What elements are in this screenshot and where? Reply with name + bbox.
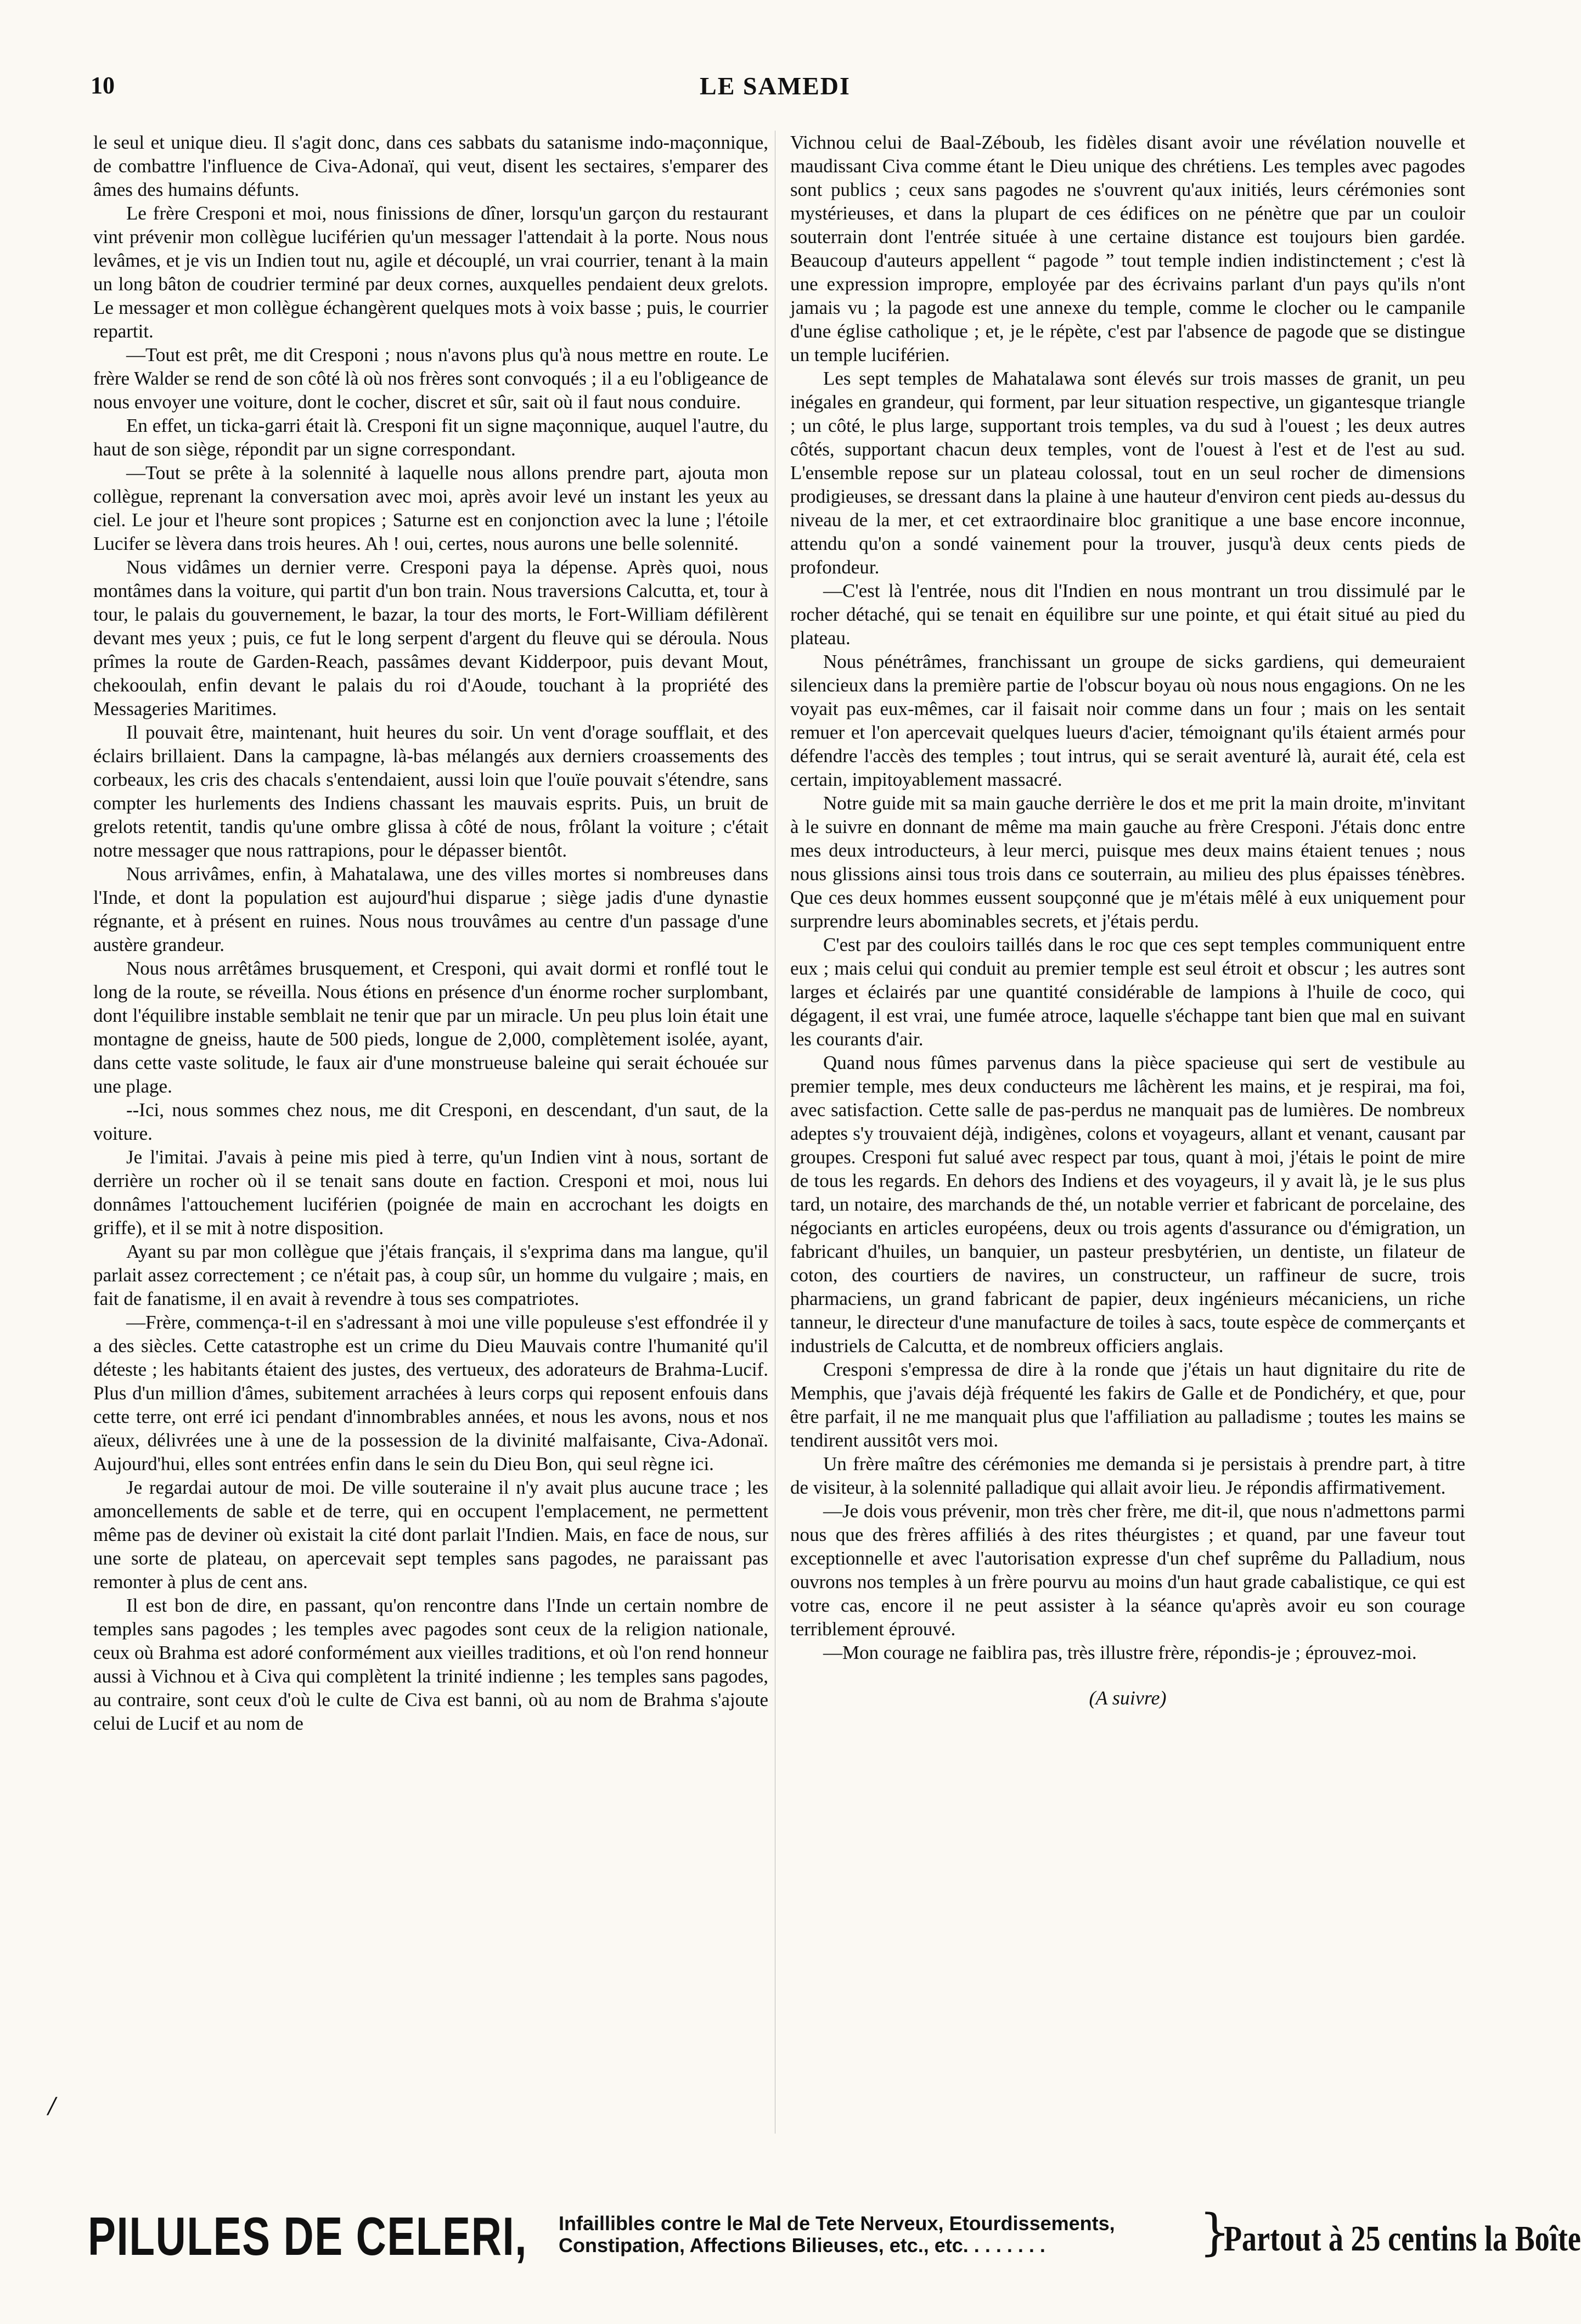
continuation-note: (A suivre) [1089, 1687, 1167, 1709]
brace-glyph: } [1199, 2204, 1231, 2261]
paragraph: —C'est là l'entrée, nous dit l'Indien en nous montrant un trou dissimulé par le rocher détaché, qui se tenait en équilibre sur une pointe, et qui était situé au pied du plateau. [790, 580, 1465, 649]
paragraph: Quand nous fûmes parvenus dans la pièce spacieuse qui sert de vestibule au premier temple, mes deux conducteurs me lâchèrent les mains, et je respirai, ma foi, avec satisfaction. Cette salle de pas-perdus ne manquait pas de lumières. De nombreux adeptes s'y trouvaient déjà, indigènes, colons et voyageurs, allant et venant, causant par groupes. Cresponi fut salué avec respect par tous, quant à moi, j'étais le point de mire de tous les regards. En dehors des Indiens et des voyageurs, il y avait là, je le sus plus tard, un notaire, des marchands de thé, un notable verrier et fabricant de porcelaine, des négociants en articles européens, deux ou trois agents d'assurance ou d'émigration, un fabricant d'huiles, un banquier, un pasteur presbytérien, un dentiste, un filateur de coton, des courtiers de navires, un constructeur, un raffineur de sucre, trois pharmaciens, un grand fabricant de papier, deux ingénieurs mécaniciens, un riche tanneur, le directeur d'une manufacture de toiles à sacs, toute espèce de commerçants et industriels de Calcutta, et de nombreux officiers anglais. [790, 1052, 1465, 1357]
page-header [91, 71, 1460, 110]
paragraph: C'est par des couloirs taillés dans le roc que ces sept temples communiquent entre eux ; mais celui qui conduit au premier temple est seul étroit et obscur ; les autres sont larges et éclairés par une quantité considérable de lampions à l'huile de coco, qui dégagent, il est vrai, une fumée atroce, laquelle s'échappe tant bien que mal en suivant les courants d'air. [790, 934, 1465, 1050]
paragraph: Vichnou celui de Baal-Zéboub, les fidèles disant avoir une révélation nouvelle et maudissant Civa comme étant le Dieu unique des chrétiens. Les temples avec pagodes sont publics ; ceux sans pagodes ne s'ouvrent qu'aux initiés, leurs cérémonies sont mystérieuses, et dans la plupart de ces édifices on ne pénètre que par un couloir souterrain dont l'entrée située à une certaine distance est toujours bien gardée. Beaucoup d'auteurs appellent “ pagode ” tout temple indien indistinctement ; c'est là une expression impropre, employée par des écrivains parlant d'un pays qu'ils n'ont jamais vu ; la pagode est une annexe du temple, comme le clocher ou le campanile d'une église catholique ; et, je le répète, c'est par l'absence de pagode que se distingue un temple luciférien. [790, 132, 1465, 365]
paragraph: --Ici, nous sommes chez nous, me dit Cresponi, en descendant, d'un saut, de la voiture. [93, 1099, 768, 1144]
paragraph: Nous vidâmes un dernier verre. Cresponi paya la dépense. Après quoi, nous montâmes dans la voiture, qui partit d'un bon train. Nous traversions Calcutta, et, tour à tour, le palais du gouvernement, le bazar, la tour des morts, le Fort-William défilèrent devant mes yeux ; puis, ce fut le long serpent d'argent du fleuve qui se déroula. Nous prîmes la route de Garden-Reach, passâmes devant Kidderpoor, puis devant Mout, chekooulah, enfin devant le palais du roi d'Aoude, touchant à la propriété des Messageries Maritimes. [93, 556, 768, 719]
ad-price: Partout à 25 centins la Boîte [1224, 2219, 1581, 2259]
right-column [790, 131, 1465, 2161]
paragraph: le seul et unique dieu. Il s'agit donc, dans ces sabbats du satanisme indo-maçonnique, de combattre l'influence de Civa-Adonaï, qui veut, disent les sectaires, s'emparer des âmes des humains défunts. [93, 132, 768, 200]
paragraph: Nous pénétrâmes, franchissant un groupe de sicks gardiens, qui demeuraient silencieux dans la première partie de l'obscur boyau où nous nous engagions. On ne les voyait pas eux-mêmes, car il faisait noir comme dans un four ; mais on les sentait remuer et l'on apercevait quelques lueurs d'acier, témoignant qu'ils étaient armés pour défendre l'accès des temples ; tout intrus, qui se serait aventuré là, aurait été, cela est certain, impitoyablement massacré. [790, 651, 1465, 790]
paragraph: Je l'imitai. J'avais à peine mis pied à terre, qu'un Indien vint à nous, sortant de derrière un rocher où il se tenait sans doute en faction. Cresponi et moi, nous lui donnâmes l'attouchement luciférien (poignée de main en accrochant les doigts en griffe), et il se mit à notre disposition. [93, 1146, 768, 1239]
paragraph: Nous arrivâmes, enfin, à Mahatalawa, une des villes mortes si nombreuses dans l'Inde, et dont la population est aujourd'hui disparue ; siège jadis d'une dynastie régnante, et à présent en ruines. Nous nous trouvâmes au centre d'un passage d'une austère grandeur. [93, 863, 768, 955]
ad-brand: PILULES DE CELERI, [88, 2206, 528, 2266]
paragraph: Ayant su par mon collègue que j'étais français, il s'exprima dans ma langue, qu'il parlait assez correctement ; ce n'était pas, à coup sûr, un homme du vulgaire ; mais, en fait de fanatisme, il en avait à revendre à tous ses compatriotes. [93, 1241, 768, 1309]
ad-line-1: Infaillibles contre le Mal de Tete Nerveux, Etourdissements, [559, 2212, 1115, 2235]
paragraph: Le frère Cresponi et moi, nous finissions de dîner, lorsqu'un garçon du restaurant vint prévenir mon collègue luciférien qu'un messager l'attendait à la porte. Nous nous levâmes, et je vis un Indien tout nu, agile et découplé, un vrai courrier, tenant à la main un long bâton de coudrier terminé par deux cornes, auxquelles pendaient deux grelots. Le messager et mon collègue échangèrent quelques mots à voix basse ; puis, le courrier repartit. [93, 202, 768, 342]
paragraph: —Frère, commença-t-il en s'adressant à moi une ville populeuse s'est effondrée il y a des siècles. Cette catastrophe est un crime du Dieu Mauvais contre l'humanité qu'il déteste ; les habitants étaient des justes, des vertueux, des adorateurs de Brahma-Lucif. Plus d'un million d'âmes, subitement arrachées à leurs corps qui reposent enfouis dans cette terre, ont erré ici pendant d'innombrables années, et nous les avons, nous et nos aïeux, délivrées une à une de la possession de la divinité malfaisante, Civa-Adonaï. Aujourd'hui, elles sont entrées enfin dans le sein du Dieu Bon, qui seul règne ici. [93, 1312, 768, 1475]
paragraph: En effet, un ticka-garri était là. Cresponi fit un signe maçonnique, auquel l'autre, du haut de son siège, répondit par un signe correspondant. [93, 415, 768, 460]
paragraph: —Tout se prête à la solennité à laquelle nous allons prendre part, ajouta mon collègue, reprenant la conversation avec moi, après avoir levé un instant les yeux au ciel. Le jour et l'heure sont propices ; Saturne est en conjonction avec la lune ; l'étoile Lucifer se lèvera dans trois heures. Ah ! oui, certes, nous aurons une belle solennité. [93, 462, 768, 554]
paragraph: —Je dois vous prévenir, mon très cher frère, me dit-il, que nous n'admettons parmi nous que des frères affiliés à des rites théurgistes ; et quand, par une faveur tout exceptionnelle et avec l'autorisation expresse d'un chef suprême du Palladium, nous ouvrons nos temples à un frère pourvu au moins d'un haut grade cabalistique, ce qui est votre cas, encore il ne peut assister à la séance qu'après avoir eu son courage terriblement éprouvé. [790, 1500, 1465, 1640]
ad-line-2: Constipation, Affections Bilieuses, etc., etc. . . . . . . . [559, 2234, 1045, 2257]
journal-title: LE SAMEDI [700, 72, 851, 100]
paragraph: Cresponi s'empressa de dire à la ronde que j'étais un haut dignitaire du rite de Memphis, que j'avais déjà fréquenté les fakirs de Galle et de Pondichéry, et que, pour être parfait, il ne me manquait plus que l'affiliation au palladisme ; toutes les mains se tendirent aussitôt vers moi. [790, 1359, 1465, 1451]
paragraph: —Tout est prêt, me dit Cresponi ; nous n'avons plus qu'à nous mettre en route. Le frère Walder se rend de son côté là où nos frères sont convoqués ; il a eu l'obligeance de nous envoyer une voiture, dont le cocher, discret et sûr, sait où il faut nous conduire. [93, 344, 768, 413]
paragraph: Il pouvait être, maintenant, huit heures du soir. Un vent d'orage soufflait, et des éclairs brillaient. Dans la campagne, là-bas mélangés aux derniers croassements des corbeaux, les cris des chacals s'entendaient, aussi loin que l'ouïe pouvait s'étendre, sans compter les hurlements des Indiens chassant les mauvais esprits. Puis, un bruit de grelots retentit, tandis qu'une ombre glissa à côté de nous, frôlant la voiture ; c'était notre messager que nous rattrapions, pour le dépasser bientôt. [93, 722, 768, 861]
advertisement [88, 2201, 1581, 2277]
paragraph: Je regardai autour de moi. De ville souteraine il n'y avait plus aucune trace ; les amoncellements de sable et de terre, qui en occupent l'emplacement, ne permettent même pas de deviner où existait la cité dont parlait l'Indien. Mais, en face de nous, sur une sorte de plateau, on apercevait sept temples sans pagodes, ne paraissant pas remonter à plus de cent ans. [93, 1477, 768, 1593]
paragraph: Notre guide mit sa main gauche derrière le dos et me prit la main droite, m'invitant à le suivre en donnant de même ma main gauche au frère Cresponi. J'étais donc entre mes deux introducteurs, à leur merci, puisque mes deux mains étaient tenues ; nous nous glissions ainsi tous trois dans ce souterrain, au milieu des plus épaisses ténèbres. Que ces deux hommes eussent soupçonné que je m'étais mêlé à eux uniquement pour surprendre leurs abominables secrets, et j'étais perdu. [790, 792, 1465, 932]
page-number: 10 [91, 72, 115, 99]
paragraph: Il est bon de dire, en passant, qu'on rencontre dans l'Inde un certain nombre de temples sans pagodes ; les temples avec pagodes sont ceux de la religion nationale, ceux où Brahma est adoré conformément aux vieilles traditions, et où l'on rend honneur aussi à Vichnou et à Civa qui complètent la trinité indienne ; les temples sans pagodes, au contraire, sont ceux d'où le culte de Civa est banni, où au nom de Brahma s'ajoute celui de Lucif et au nom de [93, 1595, 768, 1734]
paragraph: Nous nous arrêtâmes brusquement, et Cresponi, qui avait dormi et ronflé tout le long de la route, se réveilla. Nous étions en présence d'un énorme rocher surplombant, dont l'équilibre instable semblait ne tenir que par un miracle. Un peu plus loin était une montagne de gneiss, haute de 500 pieds, longue de 2,000, complètement isolée, ayant, dans cette vaste solitude, le faux air d'une monstrueuse baleine qui serait échouée sur une plage. [93, 958, 768, 1097]
paragraph: —Mon courage ne faiblira pas, très illustre frère, répondis-je ; éprouvez-moi. [823, 1642, 1417, 1663]
margin-mark: / [48, 2094, 56, 2119]
ad-description [559, 2213, 1115, 2257]
left-column [93, 131, 768, 2161]
paragraph: Les sept temples de Mahatalawa sont élevés sur trois masses de granit, un peu inégales en grandeur, qui forment, par leur situation respective, un gigantesque triangle ; un côté, le plus large, supportant trois temples, va du sud à l'ouest ; les deux autres côtés, supportant chacun deux temples, vont de l'ouest à l'est et de l'est au sud. L'ensemble repose sur un plateau colossal, tout en un seul rocher de dimensions prodigieuses, se dressant dans la plaine à une hauteur d'environ cent pieds au-dessus du niveau de la mer, et cet extraordinaire bloc granitique a une base encore inconnue, attendu qu'on a sondé vainement pour la trouver, jusqu'à deux cents pieds de profondeur. [790, 368, 1465, 578]
paragraph: Un frère maître des cérémonies me demanda si je persistais à prendre part, à titre de visiteur, à la solennité palladique qui allait avoir lieu. Je répondis affirmativement. [790, 1453, 1465, 1498]
